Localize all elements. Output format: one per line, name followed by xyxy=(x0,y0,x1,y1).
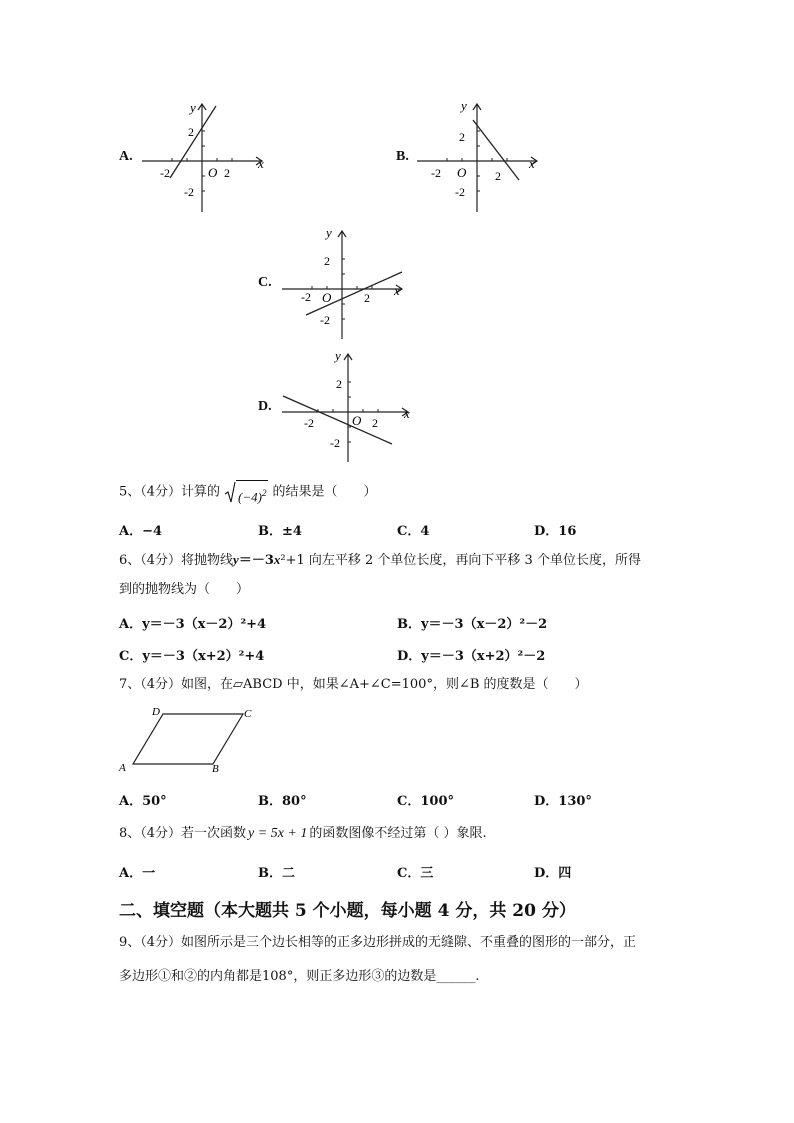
vertex-b: B xyxy=(212,763,219,775)
tick-2-x: 2 xyxy=(495,169,501,183)
tick-neg2-y: -2 xyxy=(455,185,465,199)
q6-text-c: ²+1 向左平移 2 个单位长度，再向下平移 3 个单位长度，所得 xyxy=(280,553,641,568)
q5-choice-d[interactable]: D．16 xyxy=(534,524,577,539)
x-axis-label: x xyxy=(394,283,400,298)
q6-var-y: y xyxy=(233,552,239,567)
parallelogram-figure xyxy=(116,703,261,775)
tick-neg2-x: -2 xyxy=(301,290,311,304)
q8-choice-a[interactable]: A．一 xyxy=(119,866,156,881)
tick-neg2-y: -2 xyxy=(330,436,340,450)
q6-var-x: x xyxy=(273,552,281,567)
tick-neg2-x: -2 xyxy=(304,416,314,430)
x-axis-label: x xyxy=(404,406,410,421)
function-line xyxy=(306,272,402,315)
option-d-label: D. xyxy=(258,399,272,414)
q5-choice-a[interactable]: A．−4 xyxy=(119,524,163,539)
origin-label: O xyxy=(208,165,218,180)
y-axis-label: y xyxy=(190,100,196,115)
q5-prefix: 5、（4分）计算的 xyxy=(119,484,221,500)
question-6-line-1 xyxy=(119,550,641,571)
q7-choice-b[interactable]: B．80° xyxy=(258,794,307,809)
question-7: 7、（4分）如图，在▱ABCD 中，如果∠A+∠C=100°，则∠B 的度数是（ ） xyxy=(119,677,588,692)
question-9-line-1: 9、（4分）如图所示是三个边长相等的正多边形拼成的无缝隙、不重叠的图形的一部分，正 xyxy=(119,935,637,950)
x-axis-label: x xyxy=(258,156,264,171)
q6-choice-c[interactable]: C．y＝－3（x+2）²+4 xyxy=(119,649,265,664)
q7-choice-c[interactable]: C．100° xyxy=(397,794,454,809)
origin-label: O xyxy=(322,290,332,305)
y-axis-label: y xyxy=(326,225,332,240)
tick-2-x: 2 xyxy=(372,416,378,430)
tick-2-y: 2 xyxy=(459,130,465,144)
question-9-line-2: 多边形①和②的内角都是108°，则正多边形③的边数是______. xyxy=(119,969,480,984)
q6-text-a: 6、（4分）将抛物线 xyxy=(119,553,234,568)
q8-suffix: 的函数图像不经过第（ ）象限. xyxy=(309,826,487,841)
origin-label: O xyxy=(457,165,467,180)
vertex-a: A xyxy=(119,762,126,774)
q5-suffix: 的结果是（ ） xyxy=(272,484,377,500)
q8-choice-c[interactable]: C．三 xyxy=(397,866,434,881)
y-axis-label: y xyxy=(335,348,341,363)
q8-prefix: 8、（4分）若一次函数 xyxy=(119,826,247,841)
option-c-label: C. xyxy=(258,275,272,290)
radical-sign-icon xyxy=(224,480,236,504)
x-axis-label: x xyxy=(529,156,535,171)
tick-neg2-y: -2 xyxy=(184,185,194,199)
tick-neg2-x: -2 xyxy=(431,166,441,180)
q6-choice-b[interactable]: B．y＝－3（x－2）²－2 xyxy=(397,617,548,632)
section-2-title: 二、填空题（本大题共 5 个小题，每小题 4 分，共 20 分） xyxy=(119,901,576,921)
question-5 xyxy=(119,480,377,504)
q7-choice-d[interactable]: D．130° xyxy=(534,794,592,809)
option-b-label: B. xyxy=(396,149,409,164)
q6-text-b: ＝－3 xyxy=(238,553,274,568)
parallelogram-abcd xyxy=(133,714,243,764)
tick-neg2-x: -2 xyxy=(160,166,170,180)
q6-choice-a[interactable]: A．y＝－3（x－2）²+4 xyxy=(119,617,267,632)
exponent: 2 xyxy=(261,488,267,498)
radicand: (−4) xyxy=(238,489,262,505)
vertex-d: D xyxy=(152,706,160,718)
q6-choice-d[interactable]: D．y＝－3（x+2）²－2 xyxy=(397,649,546,664)
tick-2-y: 2 xyxy=(188,125,194,139)
tick-2-x: 2 xyxy=(364,291,370,305)
tick-neg2-y: -2 xyxy=(320,313,330,327)
q8-choice-d[interactable]: D．四 xyxy=(534,866,572,881)
question-6-line-2: 到的抛物线为（ ） xyxy=(119,582,250,597)
q8-choice-b[interactable]: B．二 xyxy=(258,866,295,881)
graph-a xyxy=(140,98,270,214)
question-8 xyxy=(119,824,487,844)
tick-2-x: 2 xyxy=(224,166,230,180)
vertex-c: C xyxy=(244,708,252,720)
tick-2-y: 2 xyxy=(324,254,330,268)
tick-2-y: 2 xyxy=(336,377,342,391)
sqrt-expression xyxy=(224,480,268,504)
option-a-label: A. xyxy=(119,149,133,164)
graph-b xyxy=(415,98,545,214)
graph-c xyxy=(280,225,410,341)
graph-d xyxy=(280,348,415,464)
q5-choice-b[interactable]: B．±4 xyxy=(258,524,302,539)
q7-choice-a[interactable]: A．50° xyxy=(119,794,167,809)
y-axis-label: y xyxy=(461,98,467,113)
q5-choice-c[interactable]: C．4 xyxy=(397,524,430,539)
q8-formula: y = 5x + 1 xyxy=(248,826,308,841)
origin-label: O xyxy=(352,413,362,428)
